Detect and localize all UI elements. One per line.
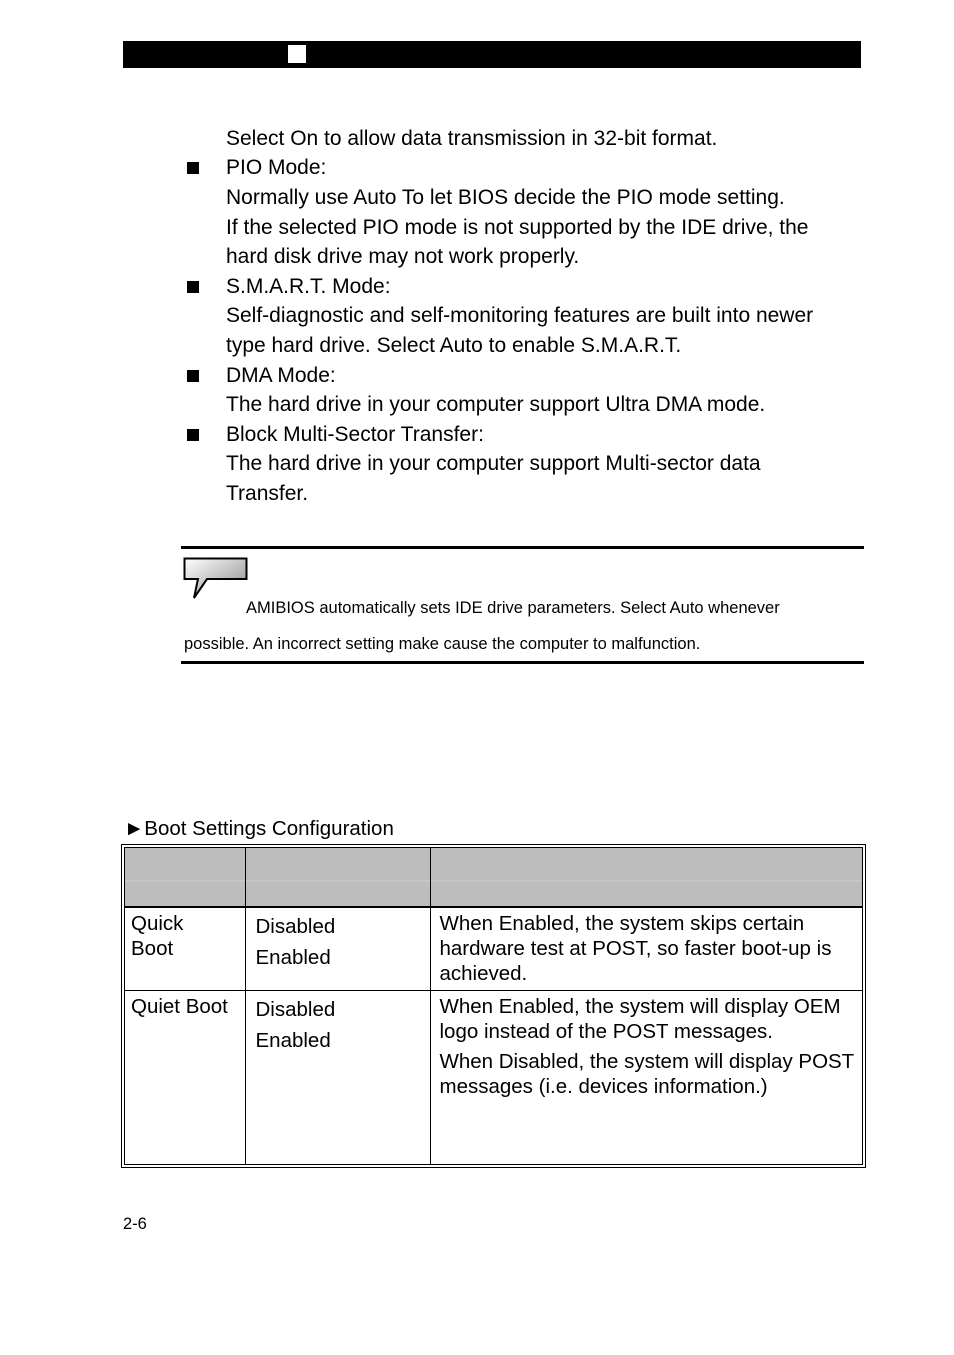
boot-settings-table — [125, 848, 862, 1164]
body-line: Normally use Auto To let BIOS decide the PIO mode setting. — [226, 186, 785, 209]
header-square-icon — [288, 45, 306, 63]
table-header-row — [125, 848, 862, 907]
description-cell — [430, 907, 862, 990]
bullet-square-icon — [187, 162, 199, 174]
body-line: The hard drive in your computer support Multi-sector data — [226, 452, 761, 475]
body-line: The hard drive in your computer support Ultra DMA mode. — [226, 393, 766, 416]
table-header-cell — [430, 848, 862, 907]
body-line: Select On to allow data transmission in 32-bit format. — [226, 127, 718, 150]
options-cell — [245, 990, 430, 1164]
item-heading-block-multi-sector: Block Multi-Sector Transfer: — [226, 423, 484, 446]
option-value: Disabled — [255, 915, 336, 938]
option-value: Enabled — [255, 1028, 331, 1052]
bullet-square-icon — [187, 281, 199, 293]
note-bottom-rule — [181, 661, 864, 664]
description-cell — [430, 990, 862, 1164]
table-header-cell — [125, 848, 245, 907]
body-line: Transfer. — [226, 482, 309, 505]
options-cell — [245, 907, 430, 990]
note-text-line-2: possible. An incorrect setting make cause the computer to malfunction. — [184, 635, 701, 653]
description-text: When Enabled, the system skips certain hardware test at POST, so faster boot-up is achieved. — [439, 912, 832, 985]
option-value: Enabled — [255, 946, 331, 969]
bullet-square-icon — [187, 370, 199, 382]
option-value: Disabled — [255, 997, 336, 1021]
section-heading: ►Boot Settings Configuration — [124, 817, 394, 840]
page-number: 2-6 — [123, 1215, 147, 1233]
item-cell: Quiet Boot — [125, 990, 245, 1164]
note-top-rule — [181, 546, 864, 549]
body-line: If the selected PIO mode is not supported by the IDE drive, the — [226, 216, 809, 239]
description-text: When Disabled, the system will display POST messages (i.e. devices information.) — [439, 1049, 854, 1098]
note-text-line-1: AMIBIOS automatically sets IDE drive parameters. Select Auto whenever — [246, 599, 780, 617]
table-header-cell — [245, 848, 430, 907]
item-heading-pio-mode: PIO Mode: — [226, 156, 327, 179]
item-heading-dma-mode: DMA Mode: — [226, 364, 336, 387]
item-heading-smart-mode: S.M.A.R.T. Mode: — [226, 275, 391, 298]
description-text: When Enabled, the system will display OEM logo instead of the POST messages. — [439, 994, 841, 1043]
body-line: Self-diagnostic and self-monitoring features are built into newer — [226, 304, 814, 327]
chapter-header-bar — [123, 41, 861, 68]
boot-settings-table-frame — [121, 844, 866, 1168]
item-cell: Quick Boot — [125, 907, 245, 990]
speech-bubble-note-icon — [183, 557, 249, 601]
body-line: type hard drive. Select Auto to enable S.M.A.R.T. — [226, 334, 682, 357]
table-row — [125, 907, 862, 990]
body-line: hard disk drive may not work properly. — [226, 245, 580, 268]
table-row — [125, 990, 862, 1164]
bullet-square-icon — [187, 429, 199, 441]
